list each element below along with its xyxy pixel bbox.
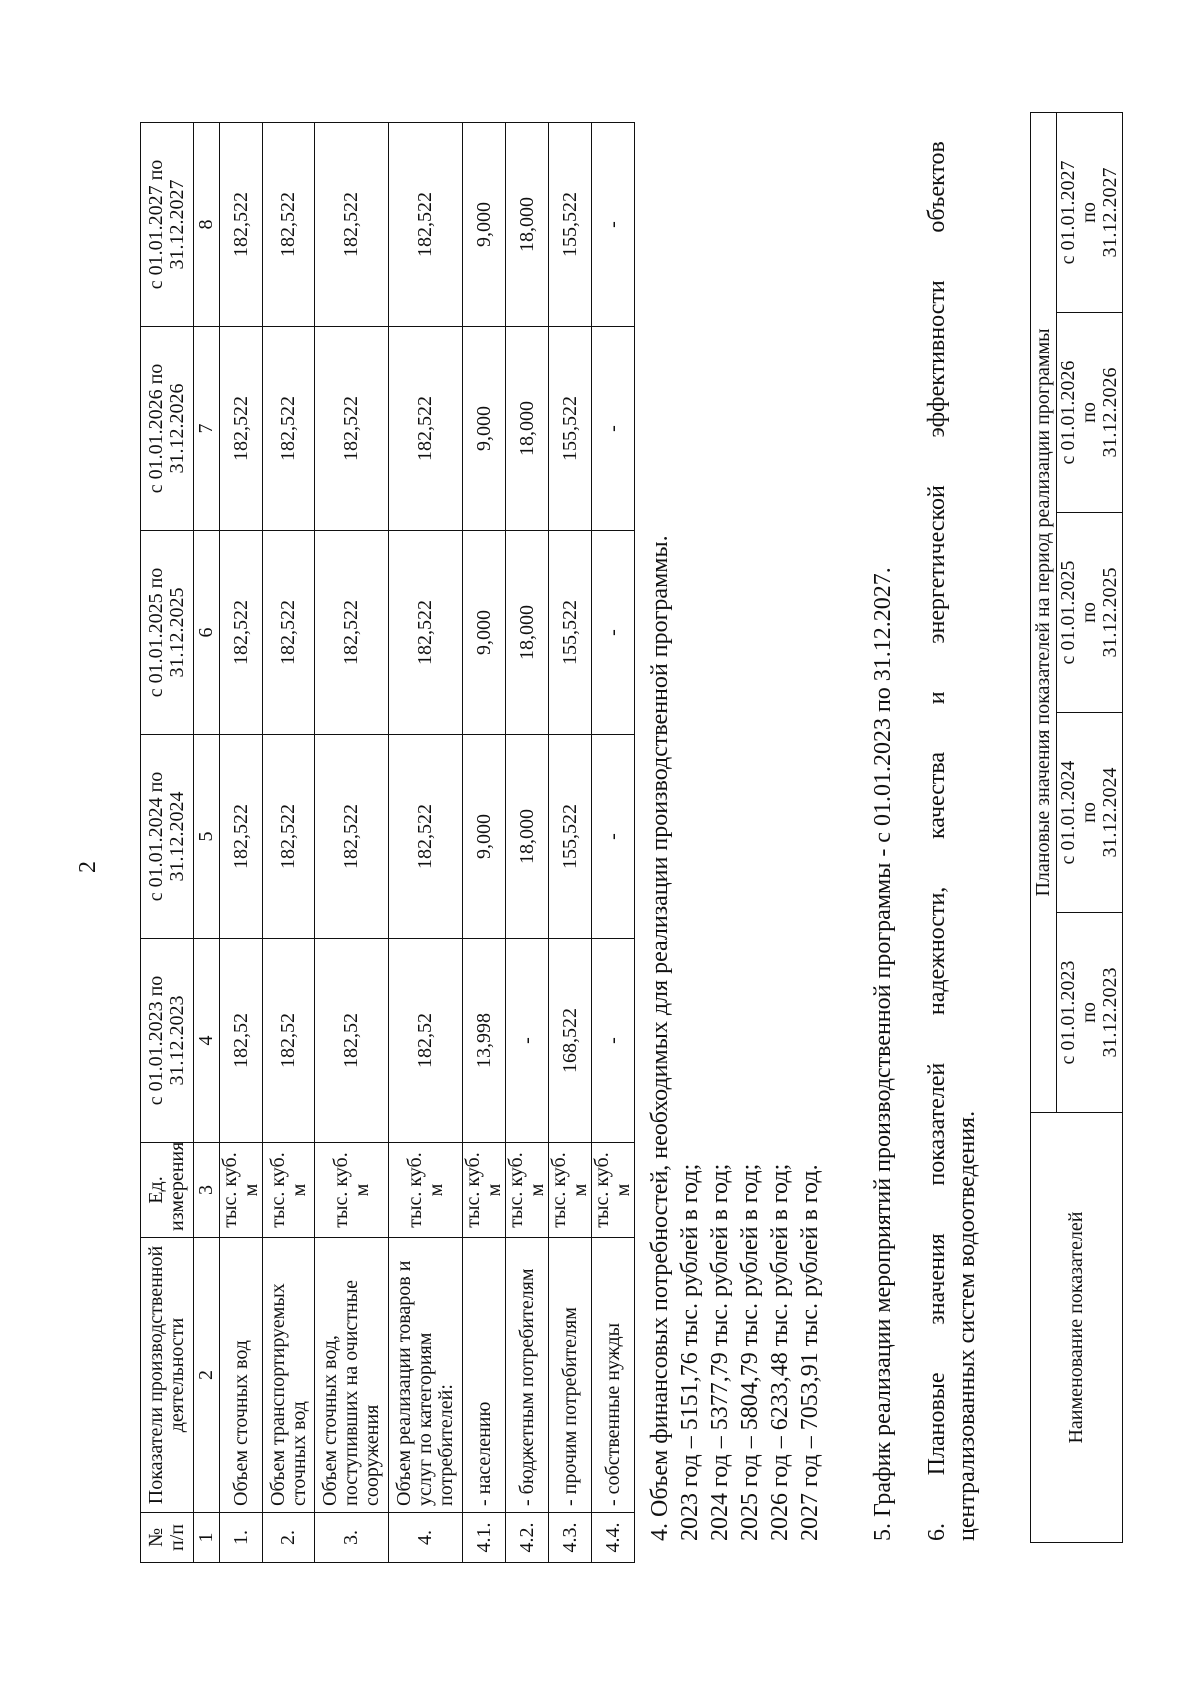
unit: тыс. куб. м: [549, 1143, 592, 1238]
value-2027: 182,522: [220, 123, 263, 327]
financial-line: 2024 год – 5377,79 тыс. рублей в год;: [707, 1163, 733, 1541]
table-row: [263, 123, 315, 1563]
value-2025: 18,000: [506, 531, 549, 735]
header-cell: с 01.01.2027 по 31.12.2027: [141, 123, 194, 327]
column-number: 5: [194, 735, 220, 939]
section-4-heading: 4. Объем финансовых потребностей, необходимых для реализации производственной программы.: [647, 535, 673, 1541]
row-number: 1.: [220, 1513, 263, 1563]
row-number: 2.: [263, 1513, 315, 1563]
section-6-word: качества: [924, 751, 950, 840]
column-number: 1: [194, 1513, 220, 1563]
row-number: 3.: [315, 1513, 389, 1563]
section-6-word: 6.: [924, 1523, 950, 1541]
value-2025: 182,522: [389, 531, 463, 735]
value-2025: 182,522: [220, 531, 263, 735]
section-6-word: значения: [924, 1233, 950, 1325]
header-cell: № п/п: [141, 1513, 194, 1563]
indicator-name: - населению: [463, 1238, 506, 1513]
financial-line: 2023 год – 5151,76 тыс. рублей в год;: [677, 1163, 703, 1541]
period-from: с 01.01.2026: [1057, 360, 1079, 465]
table-row: [549, 123, 592, 1563]
indicator-name: Объем сточных вод: [220, 1238, 263, 1513]
value-2024: 9,000: [463, 735, 506, 939]
financial-line: 2027 год – 7053,91 тыс. рублей в год.: [797, 1164, 823, 1541]
value-2024: 18,000: [506, 735, 549, 939]
row-number: 4.2.: [506, 1513, 549, 1563]
value-2023: 182,52: [220, 939, 263, 1143]
value-2025: 155,522: [549, 531, 592, 735]
financial-line: 2026 год – 6233,48 тыс. рублей в год;: [767, 1163, 793, 1541]
period-to: 31.12.2026: [1099, 367, 1121, 458]
column-number: 8: [194, 123, 220, 327]
value-2023: 13,998: [463, 939, 506, 1143]
section-6-word: и: [924, 691, 950, 705]
production-indicators-table: [140, 122, 635, 1563]
financial-line: 2025 год – 5804,79 тыс. рублей в год;: [737, 1163, 763, 1541]
indicator-name: Объем реализации товаров и услуг по категориям потребителей:: [389, 1238, 463, 1513]
period-mid: по: [1078, 802, 1100, 823]
value-2026: 18,000: [506, 327, 549, 531]
value-2023: -: [592, 939, 635, 1143]
planned-values-header: Плановые значения показателей на период реализации программы: [1031, 112, 1057, 1112]
table-row: [506, 123, 549, 1563]
value-2025: 182,522: [263, 531, 315, 735]
header-cell: с 01.01.2023 по 31.12.2023: [141, 939, 194, 1143]
value-2024: 182,522: [315, 735, 389, 939]
table-row: [389, 123, 463, 1563]
period-to: 31.12.2027: [1099, 167, 1121, 258]
indicator-name: Объем транспортируемых сточных вод: [263, 1238, 315, 1513]
table-row: [220, 123, 263, 1563]
value-2026: -: [592, 327, 635, 531]
column-number: 6: [194, 531, 220, 735]
value-2025: 9,000: [463, 531, 506, 735]
value-2025: 182,522: [315, 531, 389, 735]
period-header: [1057, 913, 1123, 1113]
section-6-word: эффективности: [924, 280, 950, 438]
value-2023: 182,52: [315, 939, 389, 1143]
value-2024: 182,522: [220, 735, 263, 939]
table-row: [315, 123, 389, 1563]
indicator-name: - прочим потребителям: [549, 1238, 592, 1513]
value-2027: 182,522: [315, 123, 389, 327]
period-to: 31.12.2023: [1099, 967, 1121, 1058]
value-2023: 182,52: [263, 939, 315, 1143]
row-number: 4.1.: [463, 1513, 506, 1563]
section-6-line-2: централизованных систем водоотведения.: [954, 1110, 980, 1541]
section-4-financial-needs: [645, 81, 825, 1541]
unit: тыс. куб. м: [389, 1143, 463, 1238]
period-from: с 01.01.2023: [1057, 960, 1079, 1065]
column-number: 4: [194, 939, 220, 1143]
value-2027: 182,522: [389, 123, 463, 327]
section-6-line-1: [922, 141, 952, 1541]
unit: тыс. куб. м: [592, 1143, 635, 1238]
value-2026: 182,522: [389, 327, 463, 531]
period-header: [1057, 713, 1123, 913]
table-row: [463, 123, 506, 1563]
unit: тыс. куб. м: [463, 1143, 506, 1238]
unit: тыс. куб. м: [506, 1143, 549, 1238]
period-header: [1057, 112, 1123, 312]
indicator-name: - бюджетным потребителям: [506, 1238, 549, 1513]
period-header: [1057, 313, 1123, 513]
indicator-name: - собственные нужды: [592, 1238, 635, 1513]
period-from: с 01.01.2027: [1057, 160, 1079, 265]
value-2027: 182,522: [263, 123, 315, 327]
header-cell: с 01.01.2024 по 31.12.2024: [141, 735, 194, 939]
value-2023: 182,52: [389, 939, 463, 1143]
table-row: [592, 123, 635, 1563]
value-2026: 182,522: [263, 327, 315, 531]
unit: тыс. куб. м: [263, 1143, 315, 1238]
column-number: 7: [194, 327, 220, 531]
unit: тыс. куб. м: [220, 1143, 263, 1238]
period-mid: по: [1078, 1002, 1100, 1023]
value-2027: 155,522: [549, 123, 592, 327]
section-6-indicators-heading: [922, 141, 982, 1541]
period-to: 31.12.2024: [1099, 767, 1121, 858]
section-6-word: энергетической: [924, 485, 950, 644]
value-2024: -: [592, 735, 635, 939]
period-mid: по: [1078, 202, 1100, 223]
row-number: 4.: [389, 1513, 463, 1563]
value-2026: 182,522: [220, 327, 263, 531]
value-2027: -: [592, 123, 635, 327]
page-number: 2: [75, 861, 101, 873]
row-number: 4.3.: [549, 1513, 592, 1563]
column-number: 2: [194, 1238, 220, 1513]
header-cell: Показатели производственной деятельности: [141, 1238, 194, 1513]
period-mid: по: [1078, 402, 1100, 423]
value-2024: 182,522: [389, 735, 463, 939]
value-2026: 182,522: [315, 327, 389, 531]
section-6-word: объектов: [924, 141, 950, 233]
section-6-word: показателей: [924, 1062, 950, 1186]
period-mid: по: [1078, 602, 1100, 623]
value-2027: 18,000: [506, 123, 549, 327]
section-5-schedule: 5. График реализации мероприятий производственной программы - с 01.01.2023 по 31.12.2027.: [870, 567, 896, 1541]
unit: тыс. куб. м: [315, 1143, 389, 1238]
value-2026: 155,522: [549, 327, 592, 531]
period-from: с 01.01.2024: [1057, 760, 1079, 865]
period-to: 31.12.2025: [1099, 567, 1121, 658]
value-2025: -: [592, 531, 635, 735]
section-6-word: надежности,: [924, 886, 950, 1016]
header-cell: с 01.01.2025 по 31.12.2025: [141, 531, 194, 735]
period-header: [1057, 513, 1123, 713]
value-2027: 9,000: [463, 123, 506, 327]
value-2024: 182,522: [263, 735, 315, 939]
header-cell: Ед. измерения: [141, 1143, 194, 1238]
header-cell: с 01.01.2026 по 31.12.2026: [141, 327, 194, 531]
row-number: 4.4.: [592, 1513, 635, 1563]
planned-indicators-table: [1030, 112, 1123, 1543]
column-number: 3: [194, 1143, 220, 1238]
indicator-name-header: Наименование показателей: [1031, 1113, 1123, 1543]
section-6-word: Плановые: [924, 1372, 950, 1476]
value-2023: -: [506, 939, 549, 1143]
value-2023: 168,522: [549, 939, 592, 1143]
value-2026: 9,000: [463, 327, 506, 531]
value-2024: 155,522: [549, 735, 592, 939]
indicator-name: Объем сточных вод, поступивших на очистные сооружения: [315, 1238, 389, 1513]
period-from: с 01.01.2025: [1057, 560, 1079, 665]
